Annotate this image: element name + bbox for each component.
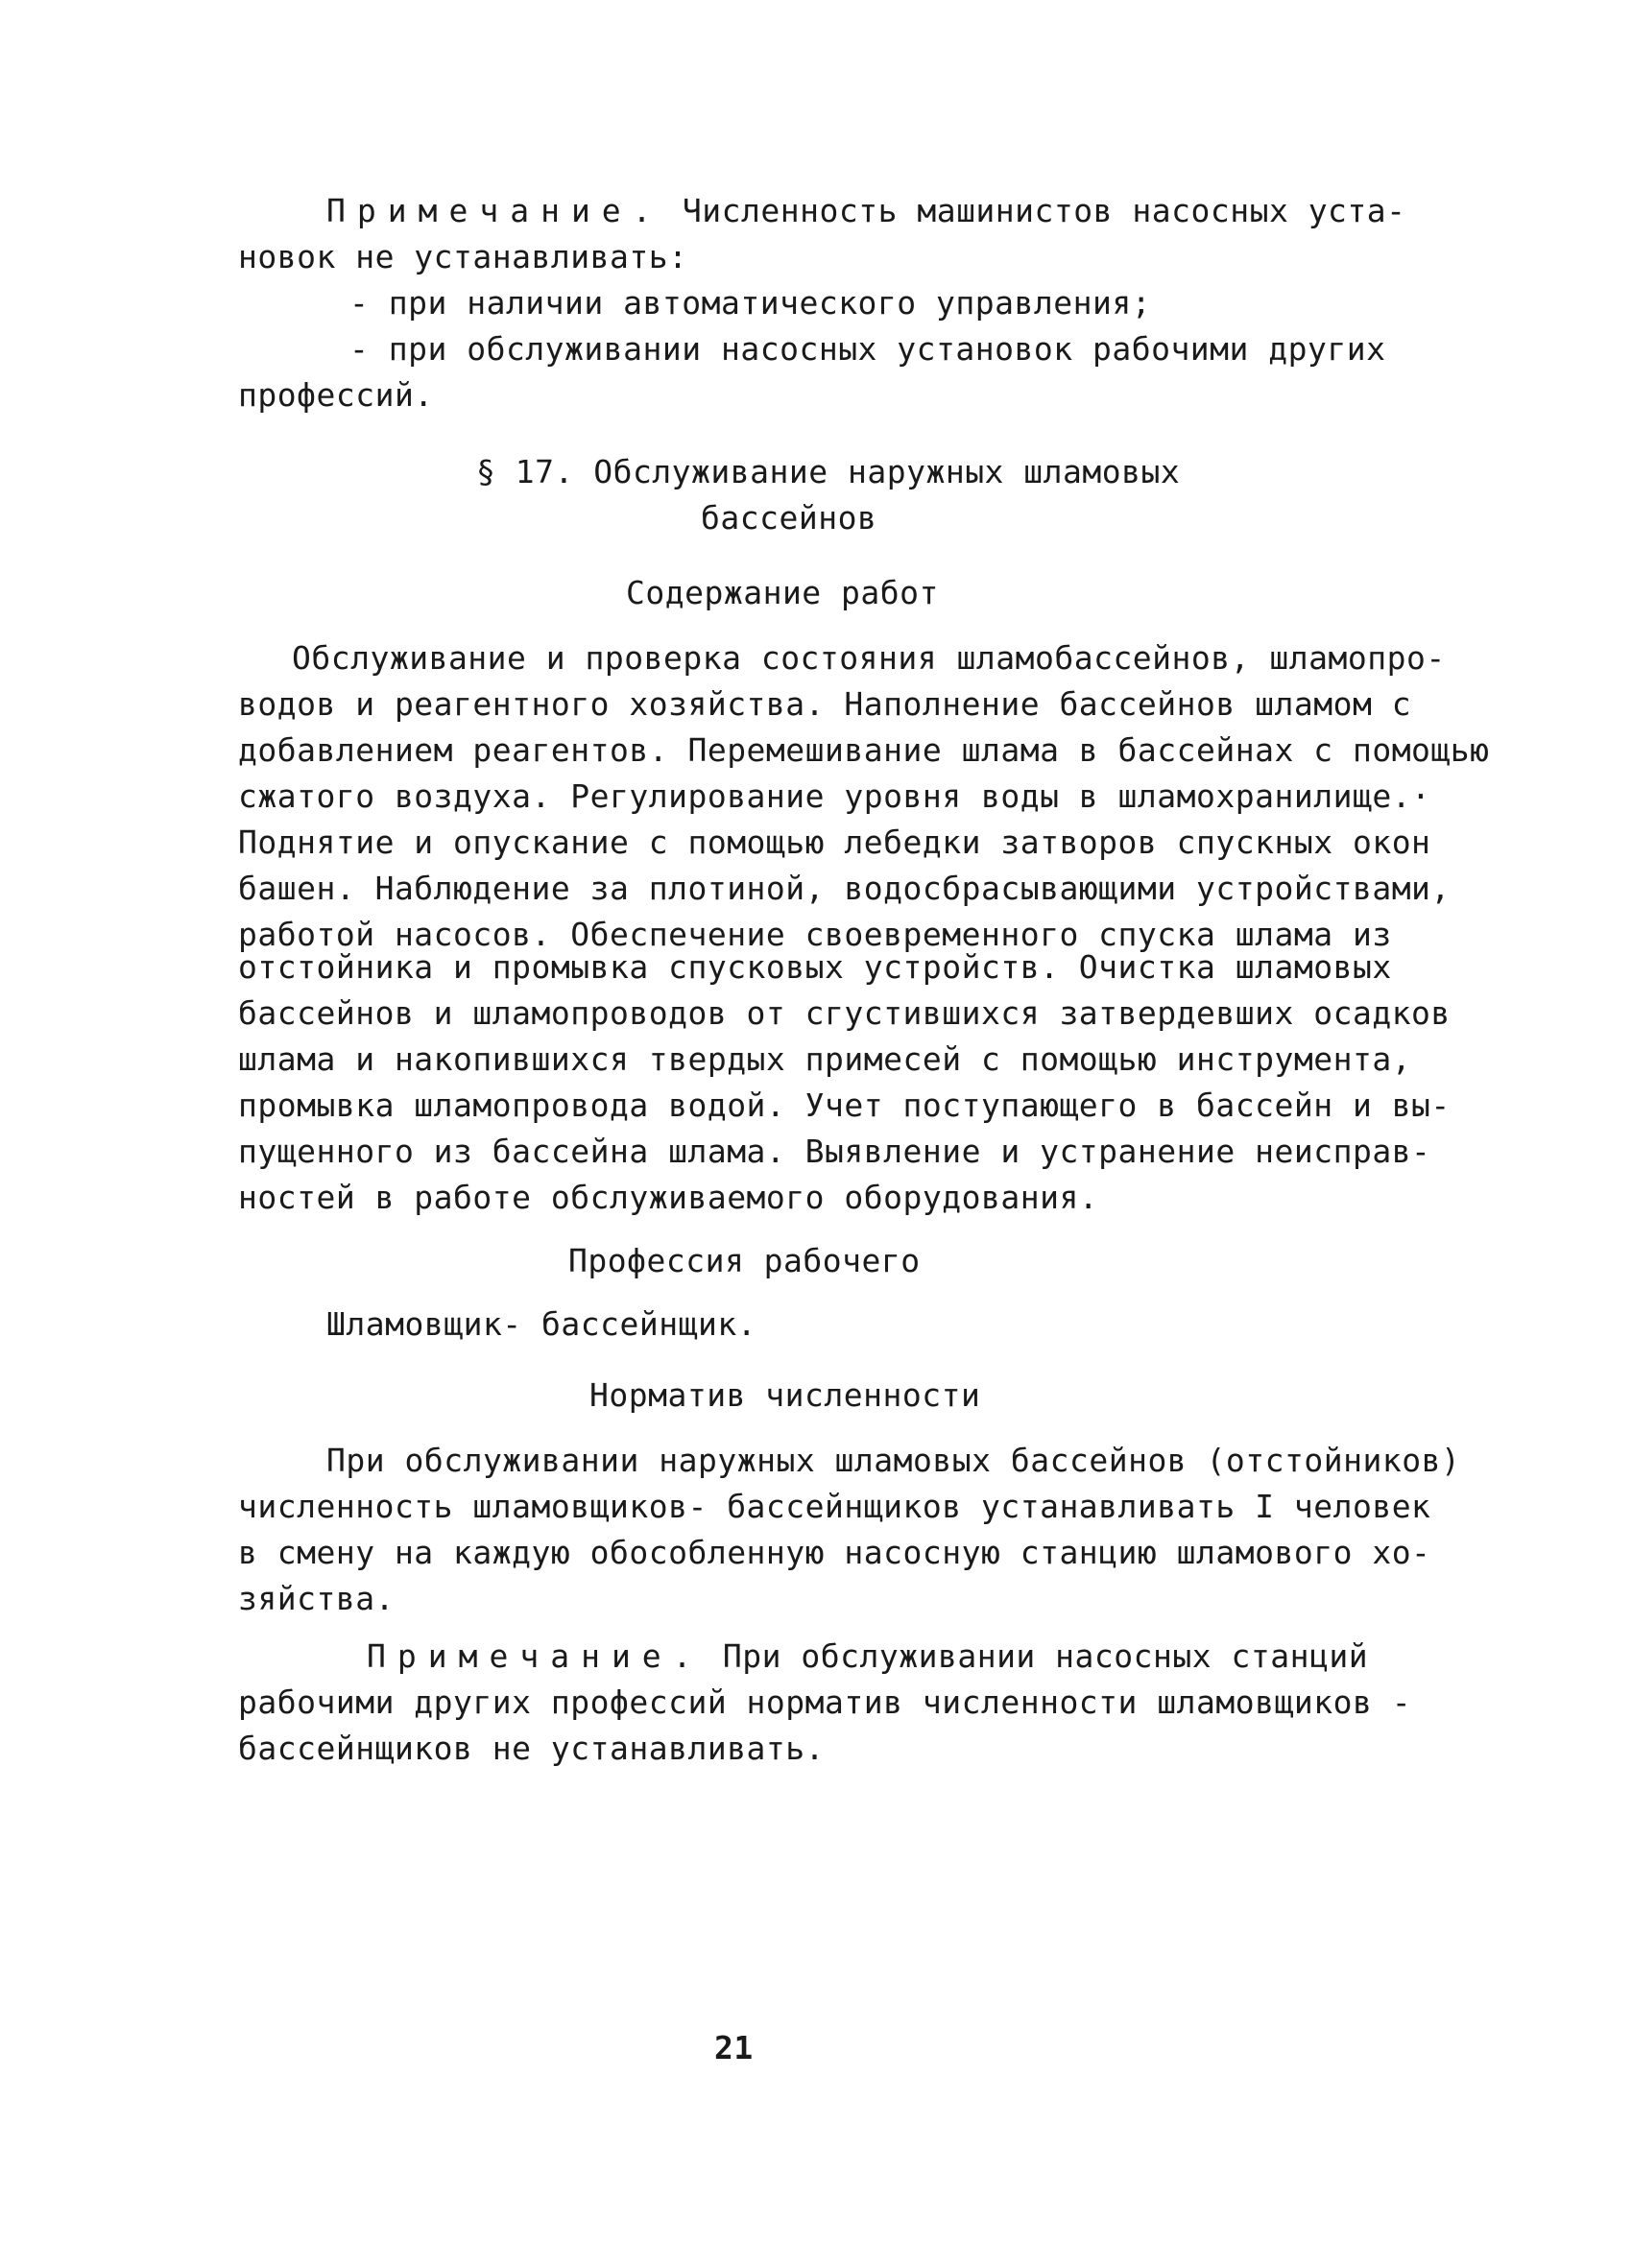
note1-text-line: Численность машинистов насосных уста- — [682, 192, 1406, 229]
norm-text-line: численность шламовщиков- бассейнщиков устанавливать I человек — [238, 1488, 1431, 1525]
work-content-line: Обслуживание и проверка состояния шламобассейнов, шламопро- — [292, 639, 1446, 677]
note1-first-line — [326, 188, 1406, 234]
note1-list-item: - при обслуживании насосных установок рабочими других — [349, 330, 1386, 368]
note1-list-item: - при наличии автоматического управления; — [349, 284, 1152, 322]
page-number: 21 — [714, 2029, 754, 2066]
work-content-line: промывка шламопровода водой. Учет поступающего в бассейн и вы- — [238, 1086, 1451, 1124]
profession-name: Шламовщик- бассейнщик. — [326, 1305, 757, 1343]
section-title-line1: § 17. Обслуживание наружных шламовых — [476, 453, 1181, 490]
note2-first-line — [367, 1634, 1368, 1680]
work-content-line: пущенного из бассейна шлама. Выявление и устранение неисправ- — [238, 1133, 1431, 1170]
profession-heading: Профессия рабочего — [568, 1242, 921, 1279]
work-content-line: работой насосов. Обеспечение своевременного спуска шлама из — [238, 916, 1392, 953]
work-content-line: бассейнов и шламопроводов от сгустившихся затвердевших осадков — [238, 994, 1451, 1032]
norm-heading: Норматив численности — [589, 1376, 981, 1414]
note1-text-line: новок не устанавливать: — [238, 238, 688, 275]
work-content-line: шлама и накопившихся твердых примесей с помощью инструмента, — [238, 1040, 1412, 1078]
work-content-heading: Содержание работ — [626, 574, 939, 611]
note1-text-line: профессий. — [238, 376, 434, 414]
note2-label: Примечание. — [367, 1637, 704, 1675]
work-content-line: Поднятие и опускание с помощью лебедки затворов спускных окон — [238, 824, 1431, 861]
norm-text-line: зяйства. — [238, 1580, 395, 1617]
note2-text-line: рабочими других профессий норматив численности шламовщиков - — [238, 1683, 1412, 1721]
norm-text-line: в смену на каждую обособленную насосную станцию шламового хо- — [238, 1534, 1431, 1571]
norm-text-line: При обслуживании наружных шламовых бассейнов (отстойников) — [326, 1442, 1461, 1479]
work-content-line: добавлением реагентов. Перемешивание шлама в бассейнах с помощью — [238, 731, 1490, 769]
work-content-line: ностей в работе обслуживаемого оборудования. — [238, 1179, 1099, 1216]
work-content-line: отстойника и промывка спусковых устройств. Очистка шламовых — [238, 948, 1392, 986]
work-content-line: сжатого воздуха. Регулирование уровня воды в шламохранилище.· — [238, 777, 1431, 815]
note2-text-line: бассейнщиков не устанавливать. — [238, 1730, 826, 1767]
work-content-line: башен. Наблюдение за плотиной, водосбрасывающими устройствами, — [238, 870, 1451, 907]
work-content-line: водов и реагентного хозяйства. Наполнение бассейнов шламом с — [238, 685, 1412, 723]
note1-label: Примечание. — [326, 192, 663, 229]
section-title-line2: бассейнов — [701, 499, 877, 537]
note2-text-line: При обслуживании насосных станций — [722, 1637, 1369, 1675]
